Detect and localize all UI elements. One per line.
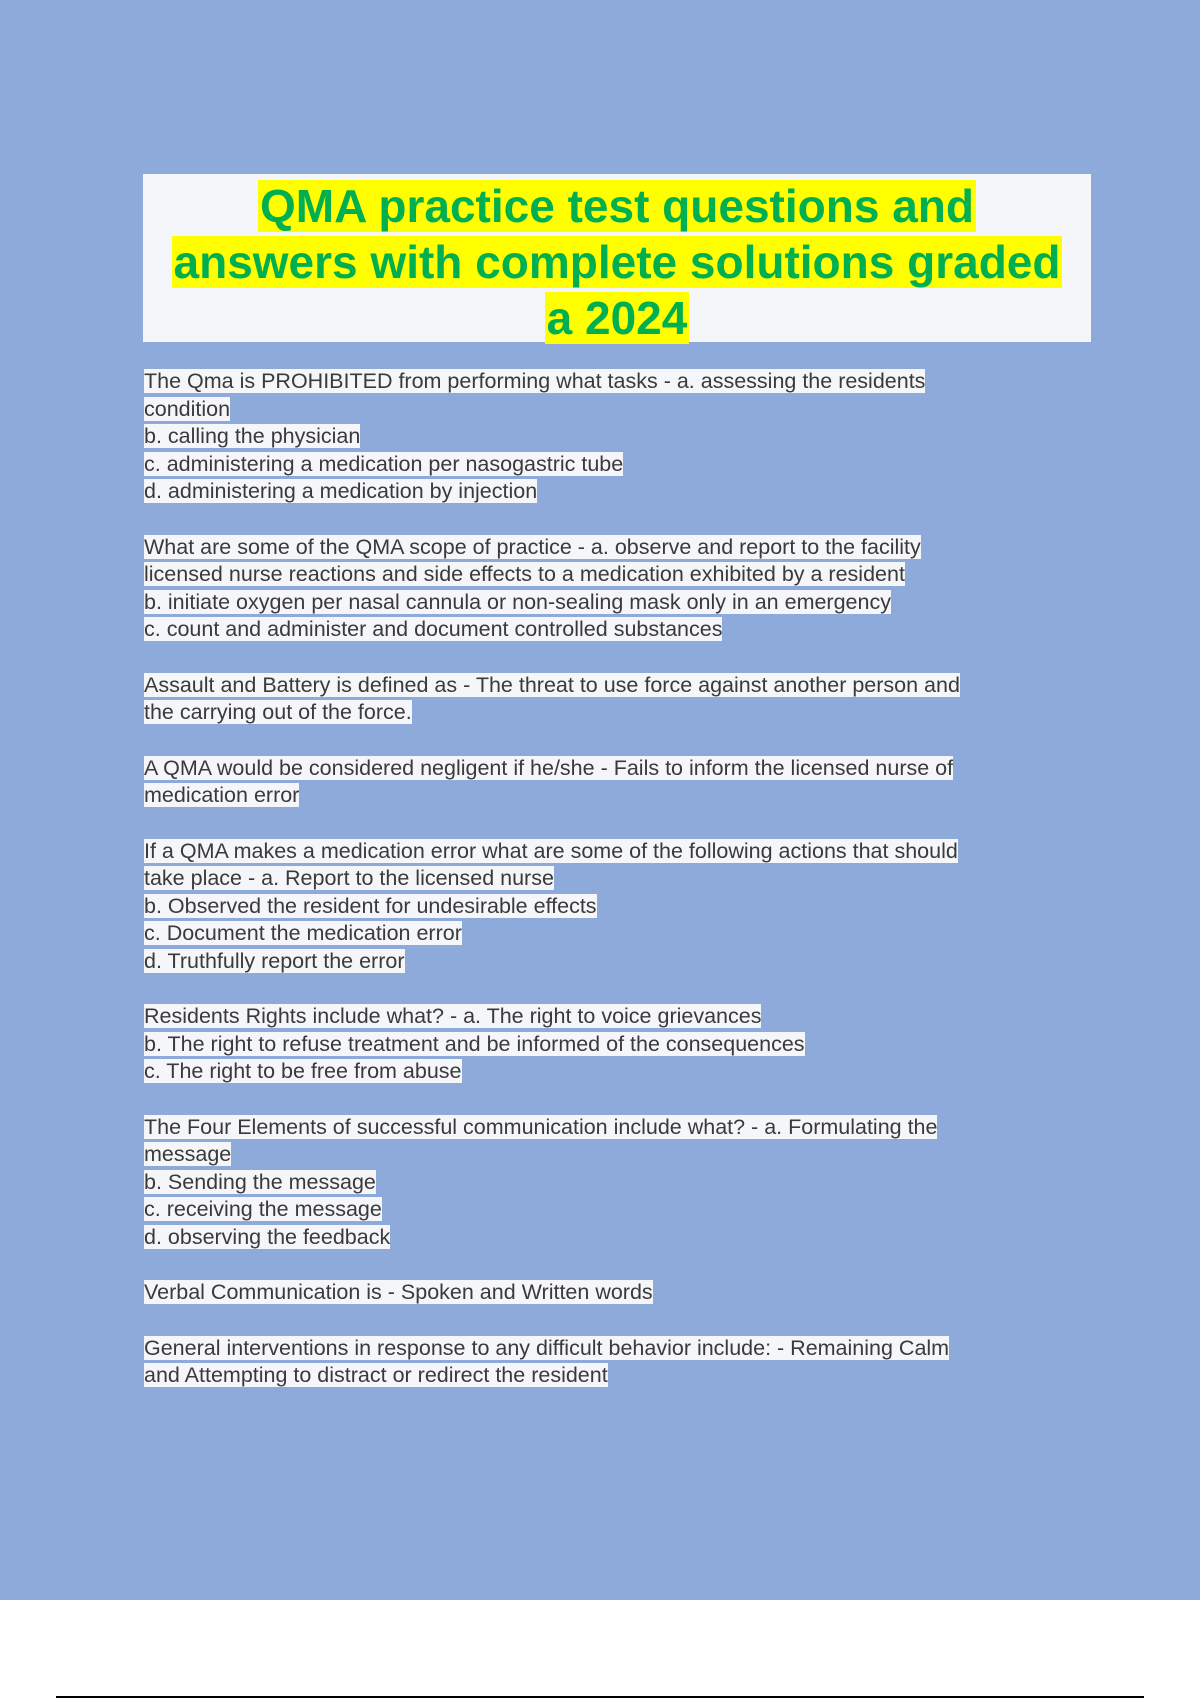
- qa-line-text: b. The right to refuse treatment and be informed of the consequences: [144, 1031, 805, 1056]
- qa-line-text: If a QMA makes a medication error what are some of the following actions that should: [144, 838, 958, 863]
- qa-line: [144, 948, 1084, 976]
- qa-line: [144, 1196, 1084, 1224]
- qa-line: [144, 589, 1084, 617]
- qa-line: [144, 838, 1084, 866]
- qa-line-text: d. administering a medication by injection: [144, 479, 538, 503]
- qa-line-text: condition: [144, 396, 231, 421]
- title-line-2: answers with complete solutions graded: [173, 236, 1061, 288]
- qa-line-text: message: [144, 1142, 232, 1166]
- title-line-3: a 2024: [546, 292, 688, 344]
- qa-line: [144, 423, 1084, 451]
- qa-line-text: A QMA would be considered negligent if he/she - Fails to inform the licensed nurse of: [144, 755, 954, 780]
- qa-line-text: The Four Elements of successful communication include what? - a. Formulating the: [144, 1114, 938, 1139]
- qa-item: [144, 368, 1084, 506]
- qa-line-text: Verbal Communication is - Spoken and Written words: [144, 1280, 653, 1304]
- qa-item: [144, 1335, 1084, 1390]
- qa-line-text: d. Truthfully report the error: [144, 948, 405, 973]
- qa-line: [144, 672, 1084, 700]
- document-title: [143, 174, 1091, 346]
- qa-line-text: c. administering a medication per nasogastric tube: [144, 451, 624, 476]
- qa-line: [144, 920, 1084, 948]
- qa-item: [144, 1114, 1084, 1252]
- qa-line: [144, 1114, 1084, 1142]
- qa-line: [144, 1362, 1084, 1390]
- qa-line: [144, 1031, 1084, 1059]
- qa-line: [144, 893, 1084, 921]
- qa-line-text: Residents Rights include what? - a. The right to voice grievances: [144, 1004, 762, 1028]
- qa-line-text: licensed nurse reactions and side effects to a medication exhibited by a resident: [144, 562, 905, 586]
- qa-item: [144, 755, 1084, 810]
- qa-line-text: General interventions in response to any difficult behavior include: - Remaining Calm: [144, 1335, 950, 1360]
- qa-line: [144, 368, 1084, 396]
- qa-item: [144, 1279, 1084, 1307]
- qa-list: [144, 368, 1084, 1418]
- qa-line-text: b. Sending the message: [144, 1169, 376, 1194]
- qa-line-text: take place - a. Report to the licensed nurse: [144, 866, 554, 890]
- qa-line-text: b. Observed the resident for undesirable effects: [144, 893, 597, 918]
- qa-line: [144, 478, 1084, 506]
- qa-line-text: c. Document the medication error: [144, 921, 462, 945]
- qa-item: [144, 672, 1084, 727]
- qa-line-text: the carrying out of the force.: [144, 700, 412, 724]
- qa-line-text: What are some of the QMA scope of practice - a. observe and report to the facility: [144, 534, 921, 559]
- qa-line-text: and Attempting to distract or redirect the resident: [144, 1363, 608, 1387]
- qa-line: [144, 561, 1084, 589]
- title-box: [143, 174, 1091, 342]
- title-line-1: QMA practice test questions and: [260, 180, 974, 232]
- qa-line: [144, 396, 1084, 424]
- qa-line-text: c. receiving the message: [144, 1197, 382, 1221]
- qa-line: [144, 534, 1084, 562]
- qa-line: [144, 616, 1084, 644]
- qa-line: [144, 1224, 1084, 1252]
- qa-line: [144, 1058, 1084, 1086]
- qa-line: [144, 755, 1084, 783]
- qa-line: [144, 1169, 1084, 1197]
- qa-item: [144, 1003, 1084, 1086]
- qa-line: [144, 782, 1084, 810]
- qa-line: [144, 1003, 1084, 1031]
- qa-line-text: b. initiate oxygen per nasal cannula or non-sealing mask only in an emergency: [144, 589, 891, 614]
- qa-line: [144, 451, 1084, 479]
- qa-line-text: c. count and administer and document controlled substances: [144, 617, 723, 641]
- qa-line: [144, 865, 1084, 893]
- qa-line-text: b. calling the physician: [144, 424, 361, 448]
- qa-line: [144, 1141, 1084, 1169]
- qa-line: [144, 1335, 1084, 1363]
- footer-rule: [56, 1696, 1144, 1698]
- qa-line-text: Assault and Battery is defined as - The threat to use force against another person and: [144, 672, 960, 697]
- qa-line-text: d. observing the feedback: [144, 1224, 391, 1249]
- qa-item: [144, 838, 1084, 976]
- qa-line-text: The Qma is PROHIBITED from performing what tasks - a. assessing the residents: [144, 369, 926, 393]
- qa-line: [144, 1279, 1084, 1307]
- qa-line-text: c. The right to be free from abuse: [144, 1059, 462, 1083]
- qa-line-text: medication error: [144, 783, 300, 807]
- qa-line: [144, 699, 1084, 727]
- qa-item: [144, 534, 1084, 644]
